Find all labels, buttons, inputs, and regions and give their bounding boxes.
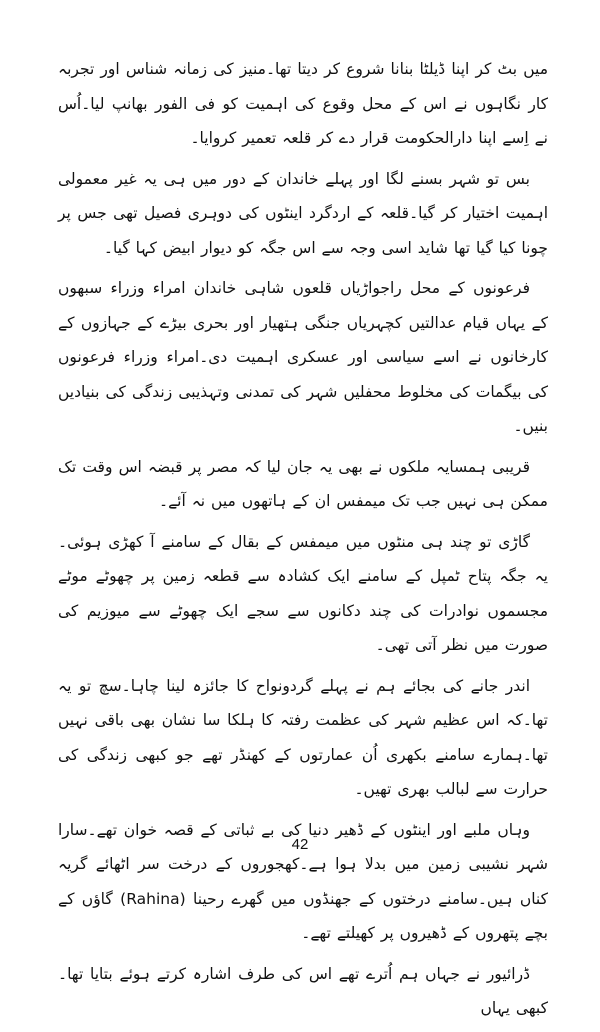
- paragraph-7: وہاں ملبے اور اینٹوں کے ڈھیر دنیا کی بے ثباتی کے قصہ خوان تھے۔سارا شہر نشیبی زمین میں بدلا ہوا ہے۔کھجوروں کے درخت سر اٹھائے گریہ کناں ہیں۔سامنے درختوں کے جھنڈوں میں گھرے رحینا (Rahina) گاؤں کے بچے پتھروں کے ڈھیروں پر کھیلتے تھے۔: [58, 820, 548, 942]
- paragraph-3: فرعونوں کے محل راجواڑیاں قلعوں شاہی خاندان امراء وزراء سبھوں کے یہاں قیام عدالتیں کچہریاں جنگی ہتھیار اور بحری بیڑے کے جہازوں کے کارخانوں نے اسے سیاسی اور عسکری اہمیت دی۔امراء وزراء فرعونوں کی بیگمات کی مخلوط محفلیں شہر کی تمدنی وتہذیبی زندگی کی بنیادیں بنیں۔: [58, 279, 548, 435]
- paragraph-6: اندر جانے کی بجائے ہم نے پہلے گردونواح کا جائزہ لینا چاہا۔سچ تو یہ تھا۔کہ اس عظیم شہر کی عظمت رفتہ کا ہلکا سا نشان بھی باقی نہیں تھا۔ہمارے سامنے بکھری اُن عمارتوں کے کھنڈر تھے جو کبھی زندگی کی حرارت سے لبالب بھری تھیں۔: [58, 676, 548, 798]
- paragraph-1: میں بٹ کر اپنا ڈیلٹا بنانا شروع کر دیتا تھا۔منیز کی زمانہ شناس اور تجربہ کار نگاہوں نے اس کے محل وقوع کی اہمیت کو فی الفور بھانپ لیا۔اُس نے اِسے اپنا دارالحکومت قرار دے کر قلعہ تعمیر کروایا۔: [58, 60, 548, 147]
- paragraph-5: گاڑی تو چند ہی منٹوں میں میمفس کے بقال کے سامنے آ کھڑی ہوئی۔یہ جگہ پتاح ٹمپل کے سامنے ایک کشادہ سے قطعہ زمین پر چھوٹے موٹے مجسموں نوادرات کی چند دکانوں سے سجے ایک چھوٹے سے میوزیم کی صورت میں نظر آتی تھی۔: [58, 532, 548, 654]
- body-text: [58, 52, 548, 1032]
- paragraph-8: ڈرائیور نے جہاں ہم اُترے تھے اس کی طرف اشارہ کرتے ہوئے بتایا تھا۔کبھی یہاں: [58, 964, 548, 1017]
- paragraph-4: قریبی ہمسایہ ملکوں نے بھی یہ جان لیا کہ مصر پر قبضہ اس وقت تک ممکن ہی نہیں جب تک میمفس ان کے ہاتھوں میں نہ آئے۔: [58, 457, 548, 510]
- paragraph-2: بس تو شہر بسنے لگا اور پہلے خاندان کے دور میں ہی یہ غیر معمولی اہمیت اختیار کر گیا۔قلعہ کے اردگرد اینٹوں کی دوہری فصیل تھی جس پر چونا کیا گیا تھا شاید اسی وجہ سے اس جگہ کو دیوار ابیض کہا گیا۔: [58, 169, 548, 257]
- page-number: 42: [291, 836, 309, 853]
